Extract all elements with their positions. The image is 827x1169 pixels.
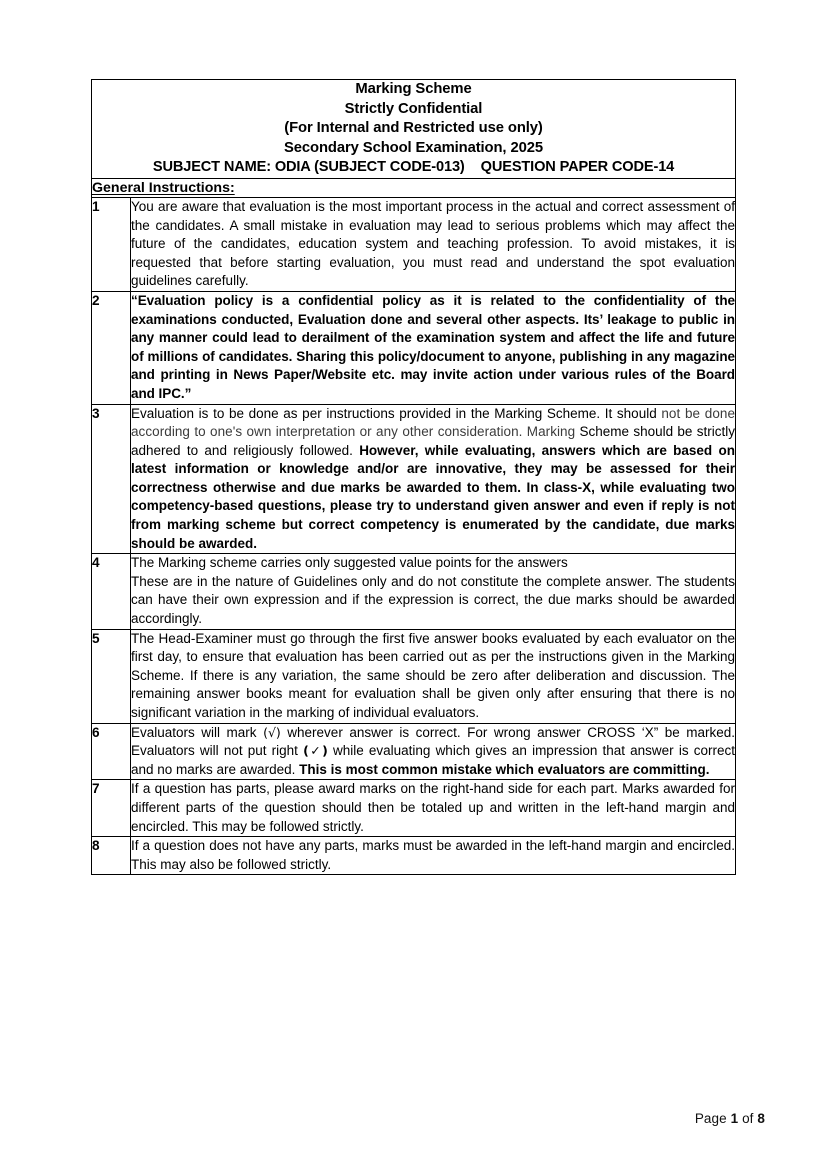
instruction-segment-2: wherever answer is correct. For wrong answer CROSS ‘X” be marked. Evaluators will not put right <box>131 724 736 759</box>
instruction-text: You are aware that evaluation is the most important process in the actual and correct assessment of the candidates. A small mistake in evaluation may lead to serious problems which may affect the future of the candidates, education system and teaching profession. To avoid mistakes, it is requested that before starting evaluation, you must read and understand the spot evaluation guidelines carefully. <box>131 198 735 289</box>
instruction-row <box>92 197 736 291</box>
instruction-row <box>92 837 736 875</box>
instruction-segment-bold: However, while evaluating, answers which are based on latest information or knowledge and/or are innovative, they may be assessed for their correctness otherwise and due marks be awarded to them. In class-X, while evaluating two competency-based questions, please try to understand given answer and even if reply is not from marking scheme but correct competency is enumerated by the candidate, due marks should be awarded. <box>131 442 735 551</box>
instruction-number: 4 <box>92 554 131 629</box>
instruction-row <box>92 780 736 837</box>
instruction-segment-bold: This is most common mistake which evaluators are committing. <box>299 761 710 777</box>
instruction-segment-regular-2: Scheme should be strictly adhered to and religiously followed. <box>131 424 735 458</box>
instruction-text: The Head-Examiner must go through the first five answer books evaluated by each evaluator on the first day, to ensure that evaluation has been carried out as per the instructions given in the Marking Scheme. If there is any variation, the same should be zero after deliberation and discussion. The remaining answer books meant for evaluation shall be given only after ensuring that there is no significant variation in the marking of individual evaluators. <box>131 630 735 720</box>
instruction-number: 8 <box>92 837 131 875</box>
general-instructions-cell <box>92 178 736 197</box>
instruction-row <box>92 291 736 404</box>
instruction-text <box>131 724 735 780</box>
instruction-body <box>131 629 736 723</box>
instruction-number: 1 <box>92 197 131 291</box>
check-mark-icon: (√) <box>263 724 281 740</box>
instruction-number: 5 <box>92 629 131 723</box>
instruction-text <box>131 405 735 554</box>
question-paper-code-text: QUESTION PAPER CODE-14 <box>480 159 675 176</box>
instruction-body <box>131 723 736 780</box>
instruction-text: “Evaluation policy is a confidential policy as it is related to the confidentiality of the examinations conducted, Evaluation done and several other aspects. Its’ leakage to public in any manner could lead to derailment of the examination system and affect the life and future of millions of candidates. Sharing this policy/document to anyone, publishing in any magazine and printing in News Paper/Website etc. may invite action under various rules of the Board and IPC.” <box>131 292 735 401</box>
doc-title-strictly-confidential: Strictly Confidential <box>344 100 483 117</box>
instruction-body <box>131 837 736 875</box>
instruction-segment-light: not be done according to one's own interpretation or any other consideration. Marking <box>131 405 735 440</box>
general-instructions-label: General Instructions: <box>92 179 235 196</box>
instruction-body <box>131 197 736 291</box>
doc-title-marking-scheme: Marking Scheme <box>355 81 472 97</box>
instruction-number: 6 <box>92 723 131 780</box>
header-cell <box>92 80 736 179</box>
instruction-segment-regular: Evaluation is to be done as per instructions provided in the Marking Scheme. It should <box>131 405 662 421</box>
instruction-number: 3 <box>92 404 131 554</box>
page-footer <box>695 1111 765 1126</box>
general-instructions-row <box>92 178 736 197</box>
instruction-text-line-2: These are in the nature of Guidelines only and do not constitute the complete answer. The students can have their own expression and if the expression is correct, the due marks should be awarded accordingly. <box>131 573 735 627</box>
instruction-body <box>131 554 736 629</box>
subject-line <box>92 158 735 178</box>
marking-scheme-table <box>91 79 736 875</box>
subject-code-text: (SUBJECT CODE-013) <box>314 159 465 176</box>
instruction-number: 7 <box>92 780 131 837</box>
instruction-body <box>131 780 736 837</box>
instruction-number: 2 <box>92 291 131 404</box>
doc-title-internal-use: (For Internal and Restricted use only) <box>284 120 543 137</box>
instruction-text: If a question does not have any parts, marks must be awarded in the left-hand margin and encircled. This may also be followed strictly. <box>131 838 735 872</box>
instruction-row <box>92 629 736 723</box>
footer-total-pages: 8 <box>757 1111 765 1126</box>
instruction-segment-1: Evaluators will mark <box>131 724 264 740</box>
right-tick-icon: (✓) <box>303 743 328 759</box>
header-row <box>92 80 736 179</box>
subject-name-text: SUBJECT NAME: ODIA <box>152 159 315 176</box>
instruction-row <box>92 554 736 629</box>
footer-of-word: of <box>738 1111 758 1126</box>
instruction-body <box>131 291 736 404</box>
instruction-text: If a question has parts, please award marks on the right-hand side for each part. Marks awarded for different parts of the question should then be totaled up and written in the left-hand margin and encircled. This may be followed strictly. <box>131 781 735 834</box>
doc-title-examination-year: Secondary School Examination, 2025 <box>284 139 543 156</box>
footer-page-number: 1 <box>730 1111 739 1126</box>
instruction-text-line-1: The Marking scheme carries only suggested value points for the answers <box>131 555 568 571</box>
footer-page-word: Page <box>694 1111 731 1126</box>
instruction-row <box>92 404 736 554</box>
instruction-row <box>92 723 736 780</box>
instruction-segment-3: while evaluating which gives an impression that answer is correct and no marks are awarded. <box>131 743 735 777</box>
instruction-body <box>131 404 736 554</box>
